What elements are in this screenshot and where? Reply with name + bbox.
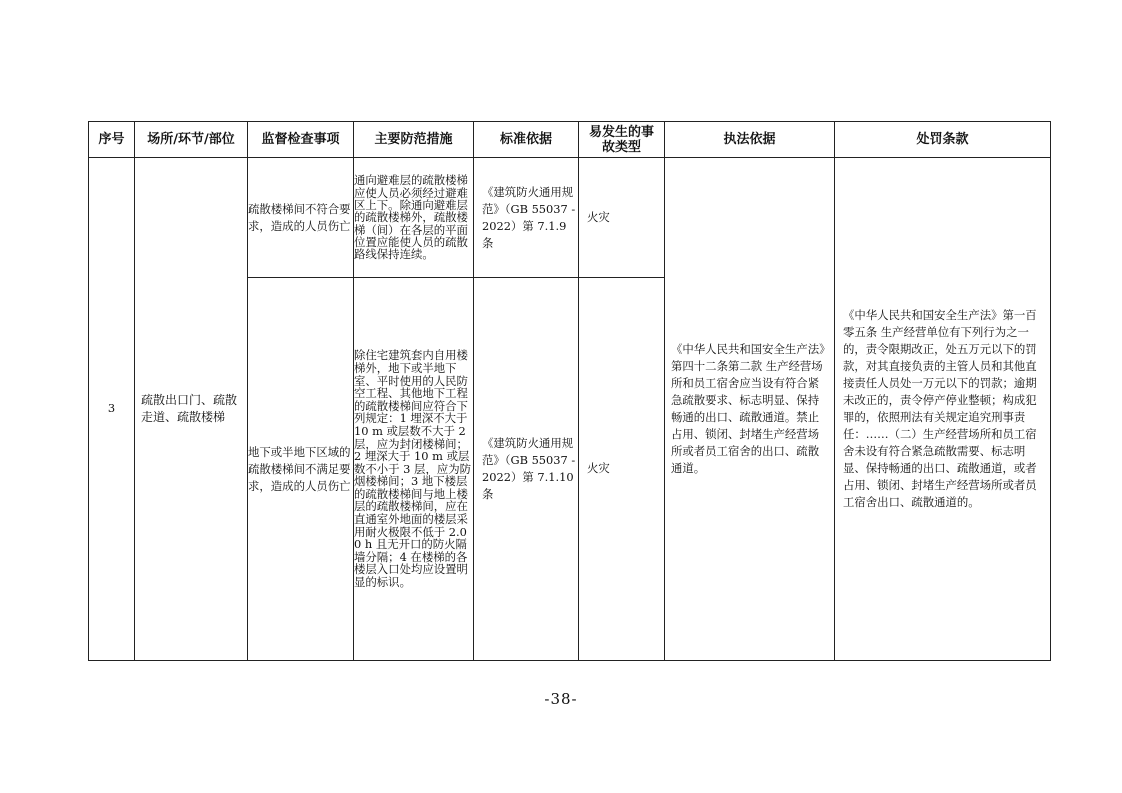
row-item-1: 疏散楼梯间不符合要求，造成的人员伤亡 [248,158,354,278]
inspection-table [88,121,1051,661]
header-inspection-item: 监督检查事项 [248,122,354,158]
header-row [89,122,1051,158]
header-accident-type: 易发生的事故类型 [579,122,665,158]
row-accident-2: 火灾 [579,278,665,661]
table-row [89,158,1051,278]
row-number: 3 [89,158,135,661]
header-measures: 主要防范措施 [354,122,474,158]
header-law: 执法依据 [665,122,835,158]
row-measure-1: 通向避难层的疏散楼梯应使人员必须经过避难区上下。除通向避难层的疏散楼梯外，疏散楼梯（间）在各层的平面位置应能使人员的疏散路线保持连续。 [354,158,474,278]
row-measure-2: 除住宅建筑套内自用楼梯外，地下或半地下室、平时使用的人民防空工程、其他地下工程的疏散楼梯间应符合下列规定：1 埋深不大于 10 m 或层数不大于 2 层，应为封闭楼梯间；2 埋深大于 10 m 或层数不小于 3 层，应为防烟楼梯间；3 地下楼层的疏散楼梯间与地上楼层的疏散楼梯间，应在直通室外地面的楼层采用耐火极限不低于 2.00 h 且无开口的防火隔墙分隔；4 在楼梯的各楼层入口处均应设置明显的标识。 [354,278,474,661]
row-item-2: 地下或半地下区域的疏散楼梯间不满足要求，造成的人员伤亡 [248,278,354,661]
header-number: 序号 [89,122,135,158]
header-standard: 标准依据 [474,122,579,158]
row-standard-1: 《建筑防火通用规范》（GB 55037 -2022）第 7.1.9 条 [474,158,579,278]
row-penalty: 《中华人民共和国安全生产法》第一百零五条 生产经营单位有下列行为之一的，责令限期改正，处五万元以下的罚款，对其直接负责的主管人员和其他直接责任人员处一万元以下的罚款；逾期未改正的，责令停产停业整顿；构成犯罪的，依照刑法有关规定追究刑事责任：……（二）生产经营场所和员工宿舍未设有符合紧急疏散需要、标志明显、保持畅通的出口、疏散通道，或者占用、锁闭、封堵生产经营场所或者员工宿舍出口、疏散通道的。 [835,158,1051,661]
header-penalty: 处罚条款 [835,122,1051,158]
row-law: 《中华人民共和国安全生产法》第四十二条第二款 生产经营场所和员工宿舍应当设有符合紧急疏散要求、标志明显、保持畅通的出口、疏散通道。禁止占用、锁闭、封堵生产经营场所或者员工宿舍的出口、疏散通道。 [665,158,835,661]
row-standard-2: 《建筑防火通用规范》（GB 55037 -2022）第 7.1.10 条 [474,278,579,661]
row-accident-1: 火灾 [579,158,665,278]
row-location: 疏散出口门、疏散走道、疏散楼梯 [135,158,248,661]
header-location: 场所/环节/部位 [135,122,248,158]
page-number: -38- [544,690,578,708]
